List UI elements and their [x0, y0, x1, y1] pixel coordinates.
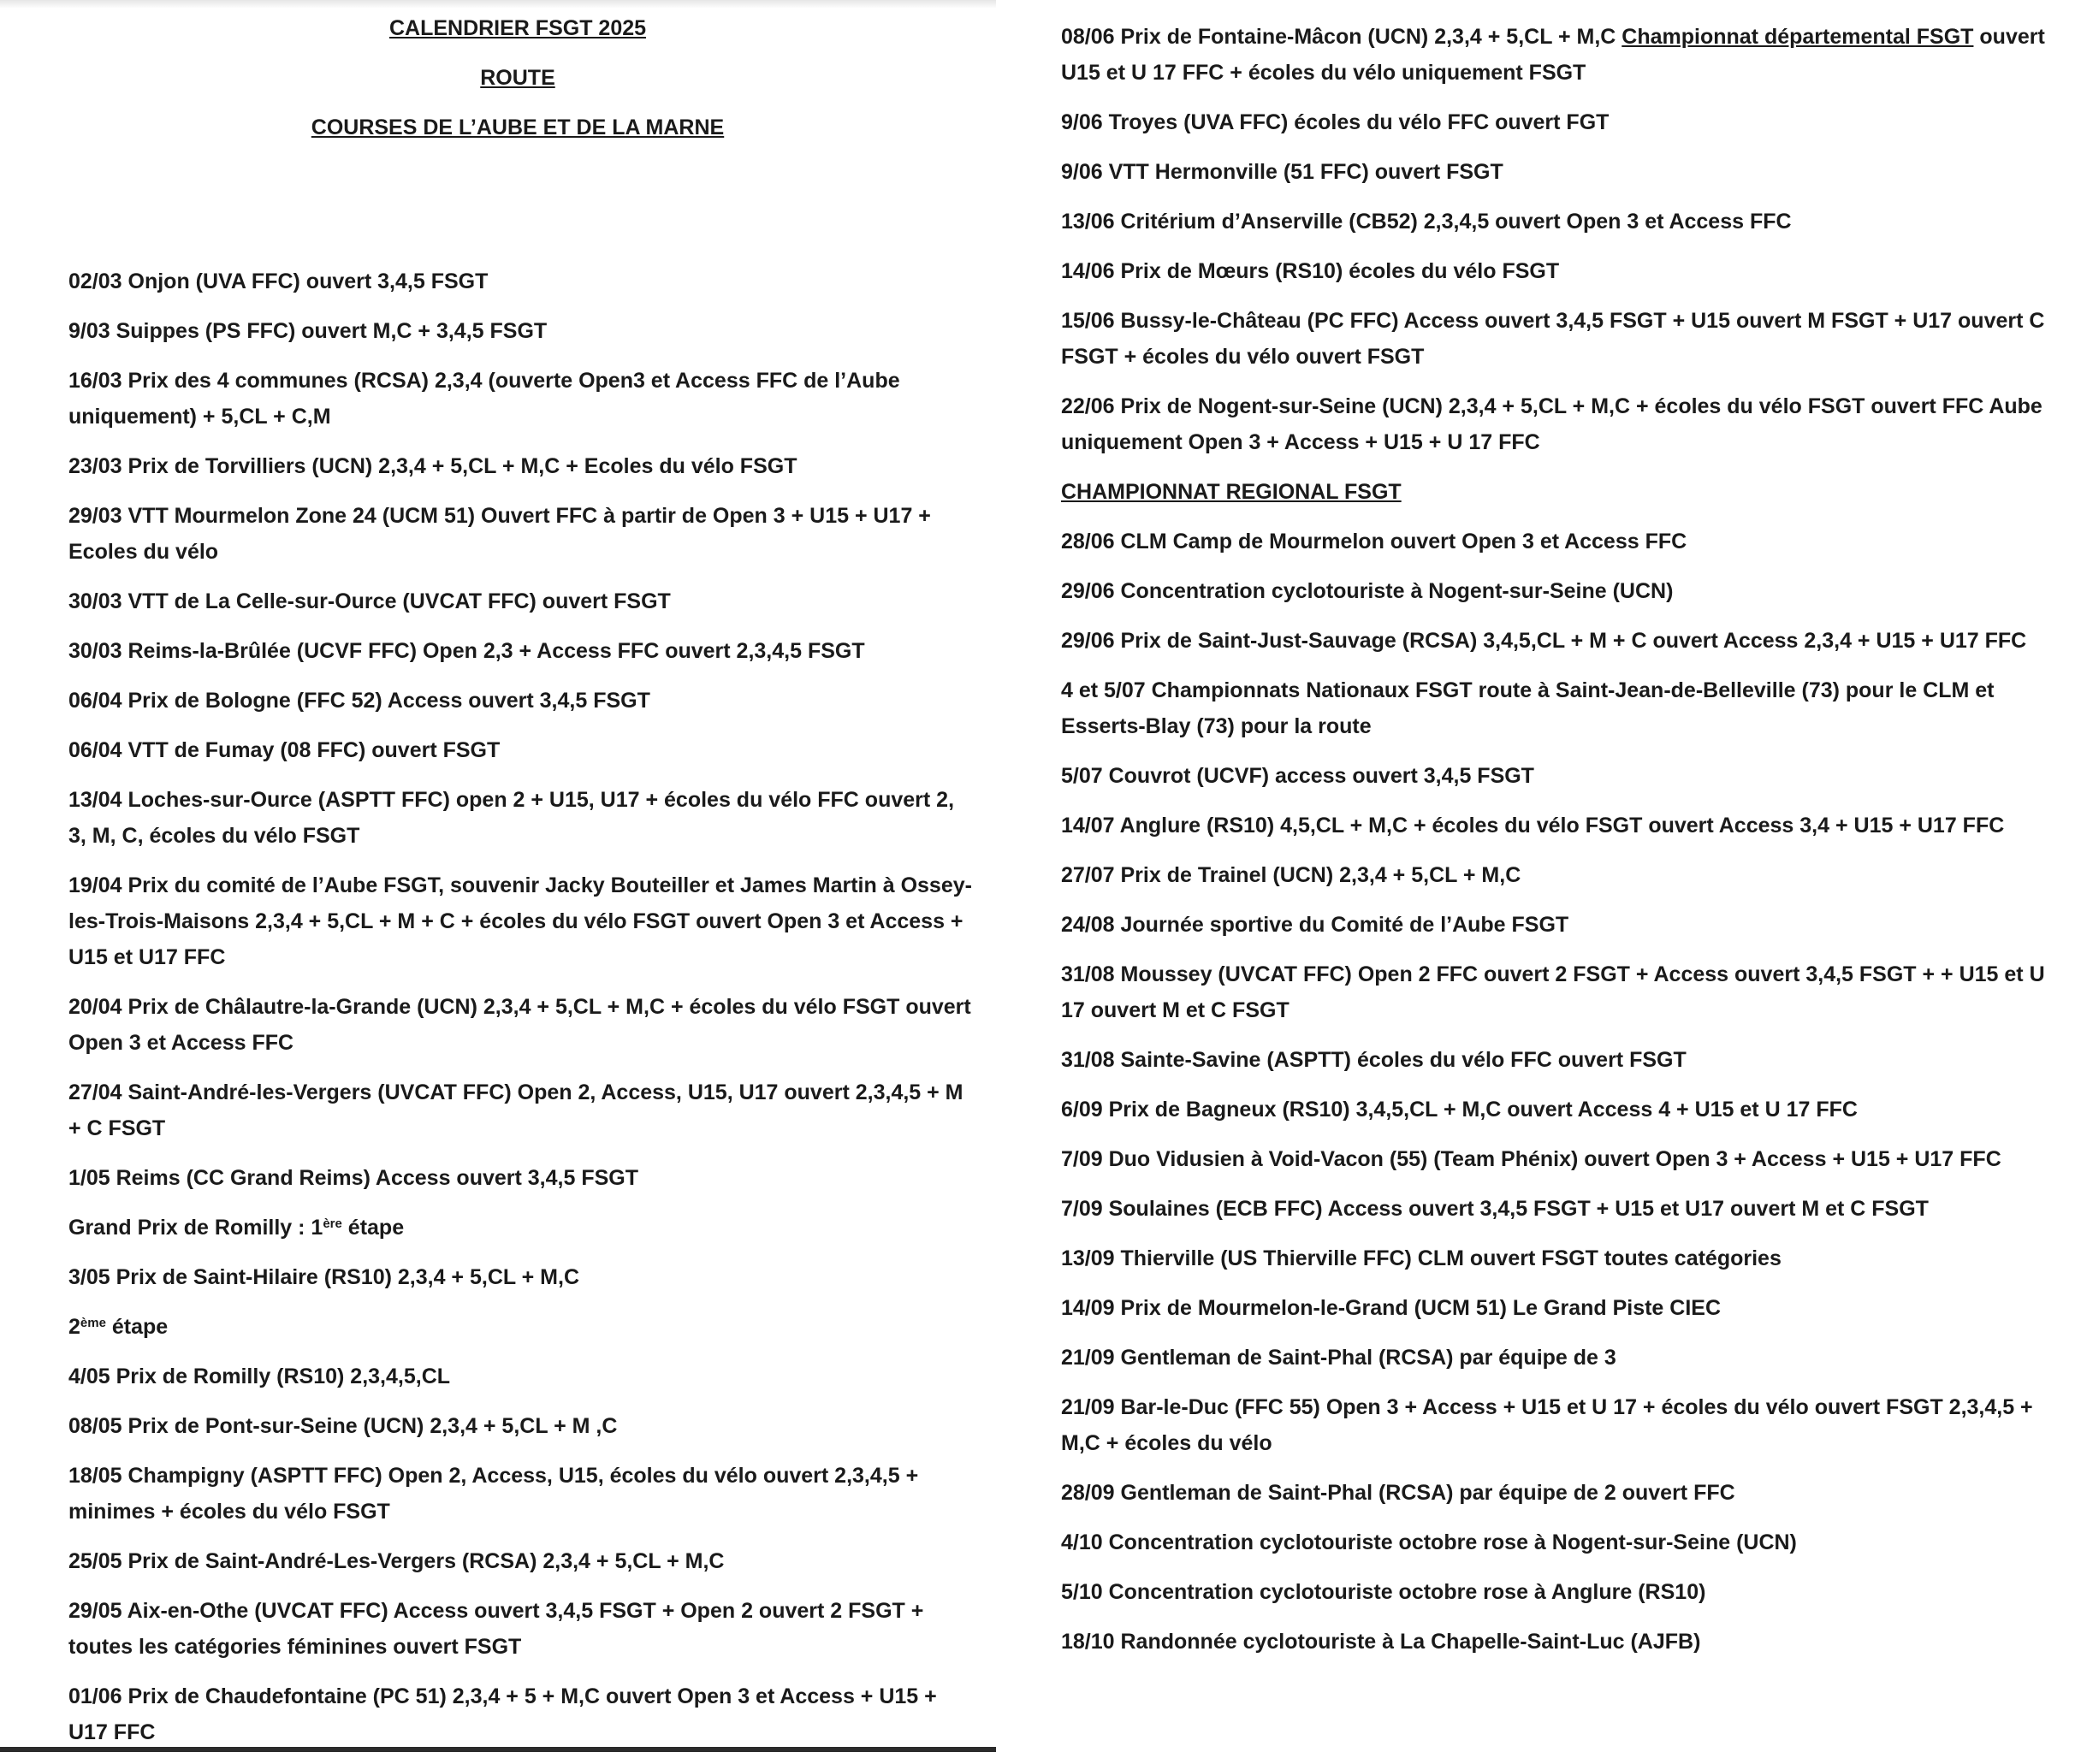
calendar-entry: 16/03 Prix des 4 communes (RCSA) 2,3,4 (ouverte Open3 et Access FFC de l’Aube uniquement) + 5,CL + C,M [68, 369, 900, 429]
calendar-entry: 14/06 Prix de Mœurs (RS10) écoles du vélo FSGT [1061, 259, 1560, 283]
calendar-entry-championship [1061, 19, 2045, 91]
calendar-entry: 31/08 Moussey (UVCAT FFC) Open 2 FFC ouvert 2 FSGT + Access ouvert 3,4,5 FSGT + + U15 et U 17 ouvert M et C FSGT [1061, 962, 2045, 1022]
calendar-entry: 14/07 Anglure (RS10) 4,5,CL + M,C + écoles du vélo FSGT ouvert Access 3,4 + U15 + U17 FFC [1061, 814, 2005, 838]
calendar-entry: 21/09 Gentleman de Saint-Phal (RCSA) par équipe de 3 [1061, 1346, 1616, 1370]
calendar-entry: 15/06 Bussy-le-Château (PC FFC) Access ouvert 3,4,5 FSGT + U15 ouvert M FSGT + U17 ouvert C FSGT + écoles du vélo ouvert FSGT [1061, 309, 2045, 369]
calendar-entry: 27/04 Saint-André-les-Vergers (UVCAT FFC) Open 2, Access, U15, U17 ouvert 2,3,4,5 + M + C FSGT [68, 1080, 963, 1140]
calendar-entry: 28/06 CLM Camp de Mourmelon ouvert Open 3 et Access FFC [1061, 530, 1687, 553]
calendar-entry: 30/03 VTT de La Celle-sur-Ource (UVCAT FFC) ouvert FSGT [68, 589, 671, 613]
calendar-entry: 7/09 Duo Vidusien à Void-Vacon (55) (Team Phénix) ouvert Open 3 + Access + U15 + U17 FFC [1061, 1147, 2001, 1171]
calendar-entry: 29/06 Prix de Saint-Just-Sauvage (RCSA) 3,4,5,CL + M + C ouvert Access 2,3,4 + U15 + U17 FFC [1061, 629, 2027, 653]
calendar-entry: 01/06 Prix de Chaudefontaine (PC 51) 2,3,4 + 5 + M,C ouvert Open 3 et Access + U15 + U17 FFC [68, 1684, 937, 1744]
calendar-entry: 1/05 Reims (CC Grand Reims) Access ouvert 3,4,5 FSGT [68, 1166, 638, 1190]
calendar-entry: 9/06 VTT Hermonville (51 FFC) ouvert FSGT [1061, 160, 1503, 184]
stage-ordinal: ème [80, 1316, 106, 1330]
calendar-entry: 23/03 Prix de Torvilliers (UCN) 2,3,4 + 5,CL + M,C + Ecoles du vélo FSGT [68, 454, 797, 478]
romilly-stage-2 [68, 1309, 975, 1345]
calendar-entry: 13/06 Critérium d’Anserville (CB52) 2,3,4,5 ouvert Open 3 et Access FFC [1061, 210, 1792, 234]
calendar-entry: 08/05 Prix de Pont-sur-Seine (UCN) 2,3,4 + 5,CL + M ,C [68, 1414, 618, 1438]
calendar-entry: 28/09 Gentleman de Saint-Phal (RCSA) par équipe de 2 ouvert FFC [1061, 1481, 1735, 1505]
calendar-entry: 06/04 Prix de Bologne (FFC 52) Access ouvert 3,4,5 FSGT [68, 689, 650, 713]
calendar-entry: 21/09 Bar-le-Duc (FFC 55) Open 3 + Access + U15 et U 17 + écoles du vélo ouvert FSGT 2,3,4,5 + M,C + écoles du vélo [1061, 1395, 2033, 1455]
calendar-entry: 25/05 Prix de Saint-André-Les-Vergers (RCSA) 2,3,4 + 5,CL + M,C [68, 1549, 725, 1573]
romilly-stage-1 [68, 1210, 975, 1246]
calendar-entry: 29/06 Concentration cyclotouriste à Nogent-sur-Seine (UCN) [1061, 579, 1674, 603]
calendar-entry: 18/10 Randonnée cyclotouriste à La Chapelle-Saint-Luc (AJFB) [1061, 1630, 1701, 1654]
right-column [1061, 19, 2045, 1673]
stage-label-suffix: étape [341, 1216, 405, 1240]
championship-label: Championnat départemental FSGT [1622, 25, 1974, 49]
entry-text-rest: ouvert U15 et U 17 FFC + écoles du vélo uniquement FSGT [1061, 25, 2045, 85]
calendar-entry: 20/04 Prix de Châlautre-la-Grande (UCN) 2,3,4 + 5,CL + M,C + écoles du vélo FSGT ouvert Open 3 et Access FFC [68, 995, 971, 1055]
document-header [0, 15, 1035, 164]
calendar-entry: 19/04 Prix du comité de l’Aube FSGT, souvenir Jacky Bouteiller et James Martin à Ossey-les-Trois-Maisons 2,3,4 + 5,CL + M + C + écoles du vélo FSGT ouvert Open 3 et Access + U15 et U17 FFC [68, 873, 972, 969]
page-top-shadow [0, 0, 996, 9]
stage-ordinal: ère [323, 1216, 342, 1231]
calendar-entry: 6/09 Prix de Bagneux (RS10) 3,4,5,CL + M,C ouvert Access 4 + U15 et U 17 FFC [1061, 1098, 1858, 1122]
document-region: COURSES DE L’AUBE ET DE LA MARNE [311, 115, 725, 139]
document-title: CALENDRIER FSGT 2025 [388, 16, 647, 40]
stage-label-suffix: étape [105, 1315, 169, 1339]
calendar-entry: 29/05 Aix-en-Othe (UVCAT FFC) Access ouvert 3,4,5 FSGT + Open 2 ouvert 2 FSGT + toutes les catégories féminines ouvert FSGT [68, 1599, 924, 1659]
calendar-entry: 06/04 VTT de Fumay (08 FFC) ouvert FSGT [68, 738, 501, 762]
calendar-entry: 13/09 Thierville (US Thierville FFC) CLM ouvert FSGT toutes catégories [1061, 1246, 1782, 1270]
calendar-entry: 27/07 Prix de Trainel (UCN) 2,3,4 + 5,CL + M,C [1061, 863, 1521, 887]
calendar-entry: 30/03 Reims-la-Brûlée (UCVF FFC) Open 2,3 + Access FFC ouvert 2,3,4,5 FSGT [68, 639, 865, 663]
calendar-entry: 13/04 Loches-sur-Ource (ASPTT FFC) open 2 + U15, U17 + écoles du vélo FFC ouvert 2, 3, M, C, écoles du vélo FSGT [68, 788, 955, 848]
calendar-entry: 31/08 Sainte-Savine (ASPTT) écoles du vélo FFC ouvert FSGT [1061, 1048, 1687, 1072]
left-column [68, 263, 975, 1764]
calendar-entry: 4/10 Concentration cyclotouriste octobre rose à Nogent-sur-Seine (UCN) [1061, 1530, 1797, 1554]
stage-label: Grand Prix de Romilly : 1 [68, 1216, 323, 1240]
document-subtitle: ROUTE [480, 66, 555, 90]
calendar-entry: 9/03 Suippes (PS FFC) ouvert M,C + 3,4,5 FSGT [68, 319, 548, 343]
calendar-entry: 5/10 Concentration cyclotouriste octobre rose à Anglure (RS10) [1061, 1580, 1706, 1604]
calendar-entry: 5/07 Couvrot (UCVF) access ouvert 3,4,5 FSGT [1061, 764, 1534, 788]
calendar-entry: 4/05 Prix de Romilly (RS10) 2,3,4,5,CL [68, 1364, 451, 1388]
calendar-entry: 9/06 Troyes (UVA FFC) écoles du vélo FFC ouvert FGT [1061, 110, 1610, 134]
calendar-entry: 4 et 5/07 Championnats Nationaux FSGT route à Saint-Jean-de-Belleville (73) pour le CLM et Esserts-Blay (73) pour la route [1061, 678, 1995, 738]
regional-championship-heading: CHAMPIONNAT REGIONAL FSGT [1061, 480, 1402, 504]
calendar-entry: 24/08 Journée sportive du Comité de l’Aube FSGT [1061, 913, 1569, 937]
entry-text: 08/06 Prix de Fontaine-Mâcon (UCN) 2,3,4 + 5,CL + M,C [1061, 25, 1622, 49]
calendar-entry: 22/06 Prix de Nogent-sur-Seine (UCN) 2,3,4 + 5,CL + M,C + écoles du vélo FSGT ouvert FFC Aube uniquement Open 3 + Access + U15 + U 17 FFC [1061, 394, 2042, 454]
calendar-entry: 7/09 Soulaines (ECB FFC) Access ouvert 3,4,5 FSGT + U15 et U17 ouvert M et C FSGT [1061, 1197, 1929, 1221]
calendar-entry: 29/03 VTT Mourmelon Zone 24 (UCM 51) Ouvert FFC à partir de Open 3 + U15 + U17 + Ecoles du vélo [68, 504, 931, 564]
calendar-entry: 02/03 Onjon (UVA FFC) ouvert 3,4,5 FSGT [68, 269, 489, 293]
stage-label: 2 [68, 1315, 80, 1339]
calendar-entry: 14/09 Prix de Mourmelon-le-Grand (UCM 51) Le Grand Piste CIEC [1061, 1296, 1722, 1320]
calendar-entry: 3/05 Prix de Saint-Hilaire (RS10) 2,3,4 + 5,CL + M,C [68, 1265, 580, 1289]
calendar-entry: 18/05 Champigny (ASPTT FFC) Open 2, Access, U15, écoles du vélo ouvert 2,3,4,5 + minimes + écoles du vélo FSGT [68, 1464, 919, 1524]
